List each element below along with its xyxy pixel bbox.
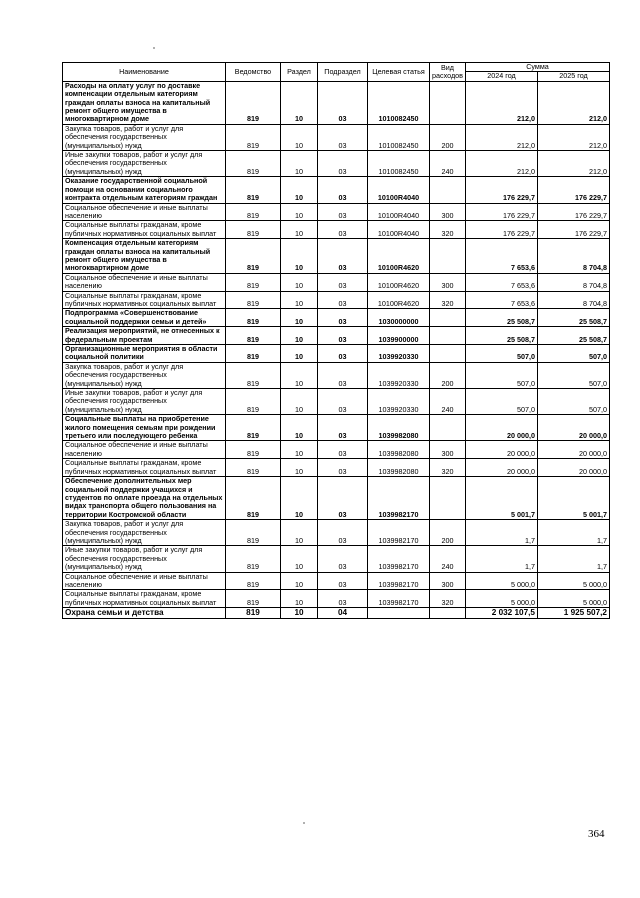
row-department: 819 — [226, 239, 281, 274]
row-subsection: 03 — [318, 520, 368, 546]
page-number: 364 — [588, 828, 605, 840]
header-year-2024: 2024 год — [466, 72, 538, 81]
row-expense: 300 — [430, 273, 466, 291]
row-target: 1039900000 — [368, 327, 430, 345]
row-name: Социальное обеспечение и иные выплаты населению — [63, 441, 226, 459]
row-department: 819 — [226, 608, 281, 619]
row-target: 1010082450 — [368, 81, 430, 124]
row-target: 10100R4040 — [368, 203, 430, 221]
row-expense: 200 — [430, 362, 466, 388]
row-target: 10100R4620 — [368, 291, 430, 309]
row-target: 1039982170 — [368, 590, 430, 608]
row-name: Социальные выплаты гражданам, кроме публичных нормативных социальных выплат — [63, 459, 226, 477]
row-sum-2024: 7 653,6 — [466, 273, 538, 291]
row-sum-2025: 507,0 — [538, 362, 610, 388]
row-target: 10100R4040 — [368, 221, 430, 239]
table-row — [63, 345, 610, 363]
row-expense: 320 — [430, 221, 466, 239]
row-expense: 200 — [430, 520, 466, 546]
row-target: 1039982170 — [368, 520, 430, 546]
row-name: Расходы на оплату услуг по доставке компенсации отдельным категориям граждан оплаты взноса на капитальный ремонт общего имущества в многоквартирном доме — [63, 81, 226, 124]
row-name: Обеспечение дополнительных мер социальной поддержки учащихся и студентов по оплате проезда на отдельных видах транспорта общего пользования на территории Костромской области — [63, 477, 226, 520]
row-department: 819 — [226, 203, 281, 221]
row-name: Подпрограмма «Совершенствование социальной поддержки семьи и детей» — [63, 309, 226, 327]
table-row — [63, 477, 610, 520]
row-subsection: 03 — [318, 203, 368, 221]
row-section: 10 — [281, 327, 318, 345]
row-expense: 320 — [430, 590, 466, 608]
header-sum: Сумма — [466, 63, 610, 72]
row-sum-2024: 5 001,7 — [466, 477, 538, 520]
row-target: 1039982080 — [368, 459, 430, 477]
table-row — [63, 291, 610, 309]
row-sum-2024: 7 653,6 — [466, 239, 538, 274]
table-row — [63, 362, 610, 388]
row-name: Компенсация отдельным категориям граждан оплаты взноса на капитальный ремонт общего имущества в многоквартирном доме — [63, 239, 226, 274]
row-section: 10 — [281, 415, 318, 441]
row-sum-2025: 8 704,8 — [538, 273, 610, 291]
row-target: 1039920330 — [368, 345, 430, 363]
row-sum-2024: 7 653,6 — [466, 291, 538, 309]
row-sum-2024: 212,0 — [466, 81, 538, 124]
row-expense: 300 — [430, 572, 466, 590]
row-sum-2025: 8 704,8 — [538, 239, 610, 274]
table-row — [63, 572, 610, 590]
row-subsection: 03 — [318, 477, 368, 520]
row-expense: 240 — [430, 389, 466, 415]
row-subsection: 03 — [318, 124, 368, 150]
row-sum-2024: 212,0 — [466, 151, 538, 177]
row-expense — [430, 177, 466, 203]
row-subsection: 03 — [318, 459, 368, 477]
row-sum-2024: 20 000,0 — [466, 459, 538, 477]
row-sum-2025: 1 925 507,2 — [538, 608, 610, 619]
row-target: 10100R4040 — [368, 177, 430, 203]
row-sum-2024: 25 508,7 — [466, 327, 538, 345]
row-sum-2025: 20 000,0 — [538, 441, 610, 459]
row-name: Иные закупки товаров, работ и услуг для обеспечения государственных (муниципальных) нужд — [63, 546, 226, 572]
table-row — [63, 151, 610, 177]
table-row — [63, 389, 610, 415]
table-row — [63, 177, 610, 203]
row-section: 10 — [281, 546, 318, 572]
table-row — [63, 203, 610, 221]
row-name: Закупка товаров, работ и услуг для обеспечения государственных (муниципальных) нужд — [63, 362, 226, 388]
row-department: 819 — [226, 291, 281, 309]
row-section: 10 — [281, 309, 318, 327]
row-department: 819 — [226, 345, 281, 363]
row-expense — [430, 81, 466, 124]
row-subsection: 03 — [318, 151, 368, 177]
row-name: Закупка товаров, работ и услуг для обеспечения государственных (муниципальных) нужд — [63, 124, 226, 150]
row-sum-2025: 1,7 — [538, 520, 610, 546]
row-department: 819 — [226, 459, 281, 477]
row-name: Социальные выплаты гражданам, кроме публичных нормативных социальных выплат — [63, 221, 226, 239]
header-name: Наименование — [63, 63, 226, 82]
row-sum-2025: 176 229,7 — [538, 221, 610, 239]
row-target — [368, 608, 430, 619]
table-row — [63, 124, 610, 150]
row-subsection: 03 — [318, 572, 368, 590]
row-section: 10 — [281, 590, 318, 608]
row-target: 1039920330 — [368, 362, 430, 388]
table-row — [63, 221, 610, 239]
row-subsection: 03 — [318, 273, 368, 291]
row-department: 819 — [226, 389, 281, 415]
row-name: Социальные выплаты гражданам, кроме публичных нормативных социальных выплат — [63, 590, 226, 608]
row-sum-2025: 212,0 — [538, 81, 610, 124]
row-department: 819 — [226, 327, 281, 345]
row-sum-2024: 20 000,0 — [466, 441, 538, 459]
row-sum-2025: 25 508,7 — [538, 309, 610, 327]
row-subsection: 03 — [318, 345, 368, 363]
row-department: 819 — [226, 520, 281, 546]
row-subsection: 03 — [318, 546, 368, 572]
row-expense — [430, 345, 466, 363]
row-expense — [430, 477, 466, 520]
row-sum-2024: 2 032 107,5 — [466, 608, 538, 619]
table-row — [63, 309, 610, 327]
row-sum-2025: 212,0 — [538, 151, 610, 177]
row-sum-2025: 507,0 — [538, 345, 610, 363]
table-row — [63, 239, 610, 274]
row-department: 819 — [226, 309, 281, 327]
header-year-2025: 2025 год — [538, 72, 610, 81]
row-section: 10 — [281, 572, 318, 590]
row-sum-2024: 176 229,7 — [466, 177, 538, 203]
row-target: 1039982080 — [368, 441, 430, 459]
row-department: 819 — [226, 441, 281, 459]
table-row — [63, 415, 610, 441]
row-section: 10 — [281, 203, 318, 221]
row-department: 819 — [226, 415, 281, 441]
row-sum-2024: 25 508,7 — [466, 309, 538, 327]
row-subsection: 03 — [318, 441, 368, 459]
row-sum-2024: 5 000,0 — [466, 590, 538, 608]
row-target: 1039982170 — [368, 546, 430, 572]
row-department: 819 — [226, 477, 281, 520]
row-section: 10 — [281, 124, 318, 150]
row-subsection: 03 — [318, 177, 368, 203]
row-name: Охрана семьи и детства — [63, 608, 226, 619]
row-name: Закупка товаров, работ и услуг для обеспечения государственных (муниципальных) нужд — [63, 520, 226, 546]
row-sum-2024: 1,7 — [466, 520, 538, 546]
row-section: 10 — [281, 345, 318, 363]
table-row — [63, 441, 610, 459]
table-row — [63, 327, 610, 345]
row-section: 10 — [281, 459, 318, 477]
row-section: 10 — [281, 273, 318, 291]
row-subsection: 03 — [318, 362, 368, 388]
row-expense: 240 — [430, 151, 466, 177]
row-section: 10 — [281, 291, 318, 309]
row-department: 819 — [226, 572, 281, 590]
row-department: 819 — [226, 151, 281, 177]
row-sum-2025: 25 508,7 — [538, 327, 610, 345]
row-subsection: 03 — [318, 415, 368, 441]
row-section: 10 — [281, 151, 318, 177]
row-sum-2025: 20 000,0 — [538, 415, 610, 441]
row-expense: 240 — [430, 546, 466, 572]
row-section: 10 — [281, 477, 318, 520]
row-expense — [430, 608, 466, 619]
row-sum-2025: 176 229,7 — [538, 203, 610, 221]
row-expense: 300 — [430, 441, 466, 459]
row-sum-2024: 1,7 — [466, 546, 538, 572]
row-department: 819 — [226, 177, 281, 203]
row-expense: 300 — [430, 203, 466, 221]
table-body — [63, 81, 610, 618]
row-department: 819 — [226, 221, 281, 239]
total-row — [63, 608, 610, 619]
row-expense — [430, 415, 466, 441]
row-subsection: 03 — [318, 81, 368, 124]
header-section: Раздел — [281, 63, 318, 82]
row-section: 10 — [281, 389, 318, 415]
row-sum-2025: 5 001,7 — [538, 477, 610, 520]
row-subsection: 04 — [318, 608, 368, 619]
row-sum-2024: 176 229,7 — [466, 203, 538, 221]
row-expense: 320 — [430, 459, 466, 477]
row-name: Иные закупки товаров, работ и услуг для обеспечения государственных (муниципальных) нужд — [63, 389, 226, 415]
row-section: 10 — [281, 177, 318, 203]
table-row — [63, 590, 610, 608]
scan-dot — [303, 822, 305, 824]
row-sum-2024: 5 000,0 — [466, 572, 538, 590]
row-sum-2025: 176 229,7 — [538, 177, 610, 203]
row-section: 10 — [281, 608, 318, 619]
header-expense: Вид расходов — [430, 63, 466, 82]
row-sum-2025: 507,0 — [538, 389, 610, 415]
row-target: 10100R4620 — [368, 273, 430, 291]
table-row — [63, 459, 610, 477]
row-expense — [430, 327, 466, 345]
row-target: 10100R4620 — [368, 239, 430, 274]
row-name: Социальные выплаты гражданам, кроме публичных нормативных социальных выплат — [63, 291, 226, 309]
row-sum-2025: 5 000,0 — [538, 572, 610, 590]
row-name: Социальное обеспечение и иные выплаты населению — [63, 273, 226, 291]
row-sum-2024: 507,0 — [466, 345, 538, 363]
row-subsection: 03 — [318, 239, 368, 274]
row-name: Социальные выплаты на приобретение жилого помещения семьям при рождении третьего или последующего ребенка — [63, 415, 226, 441]
row-name: Организационные мероприятия в области социальной политики — [63, 345, 226, 363]
row-section: 10 — [281, 239, 318, 274]
row-sum-2024: 212,0 — [466, 124, 538, 150]
row-expense — [430, 309, 466, 327]
row-name: Социальное обеспечение и иные выплаты населению — [63, 203, 226, 221]
row-sum-2025: 20 000,0 — [538, 459, 610, 477]
row-subsection: 03 — [318, 221, 368, 239]
row-department: 819 — [226, 273, 281, 291]
row-sum-2024: 176 229,7 — [466, 221, 538, 239]
table-row — [63, 273, 610, 291]
row-name: Оказание государственной социальной помощи на основании социального контракта отдельным категориям граждан — [63, 177, 226, 203]
table-row — [63, 520, 610, 546]
row-expense: 320 — [430, 291, 466, 309]
table-row — [63, 546, 610, 572]
row-section: 10 — [281, 520, 318, 546]
row-section: 10 — [281, 221, 318, 239]
header-subsection: Подраздел — [318, 63, 368, 82]
row-sum-2024: 507,0 — [466, 362, 538, 388]
row-sum-2024: 507,0 — [466, 389, 538, 415]
row-expense — [430, 239, 466, 274]
row-subsection: 03 — [318, 291, 368, 309]
row-sum-2025: 1,7 — [538, 546, 610, 572]
row-sum-2025: 212,0 — [538, 124, 610, 150]
scan-dot — [153, 47, 155, 49]
row-name: Социальное обеспечение и иные выплаты населению — [63, 572, 226, 590]
row-subsection: 03 — [318, 327, 368, 345]
row-subsection: 03 — [318, 309, 368, 327]
row-section: 10 — [281, 441, 318, 459]
row-department: 819 — [226, 362, 281, 388]
row-department: 819 — [226, 590, 281, 608]
row-sum-2025: 5 000,0 — [538, 590, 610, 608]
row-department: 819 — [226, 124, 281, 150]
row-target: 1010082450 — [368, 151, 430, 177]
table-row — [63, 81, 610, 124]
row-name: Реализация мероприятий, не отнесенных к федеральным проектам — [63, 327, 226, 345]
row-department: 819 — [226, 546, 281, 572]
header-department: Ведомство — [226, 63, 281, 82]
row-target: 1039982170 — [368, 572, 430, 590]
header-target: Целевая статья — [368, 63, 430, 82]
row-subsection: 03 — [318, 389, 368, 415]
row-target: 1030000000 — [368, 309, 430, 327]
row-subsection: 03 — [318, 590, 368, 608]
row-target: 1039920330 — [368, 389, 430, 415]
row-section: 10 — [281, 81, 318, 124]
row-expense: 200 — [430, 124, 466, 150]
row-department: 819 — [226, 81, 281, 124]
row-target: 1039982080 — [368, 415, 430, 441]
row-sum-2024: 20 000,0 — [466, 415, 538, 441]
row-target: 1010082450 — [368, 124, 430, 150]
row-section: 10 — [281, 362, 318, 388]
row-name: Иные закупки товаров, работ и услуг для обеспечения государственных (муниципальных) нужд — [63, 151, 226, 177]
row-target: 1039982170 — [368, 477, 430, 520]
row-sum-2025: 8 704,8 — [538, 291, 610, 309]
budget-table — [62, 62, 610, 619]
